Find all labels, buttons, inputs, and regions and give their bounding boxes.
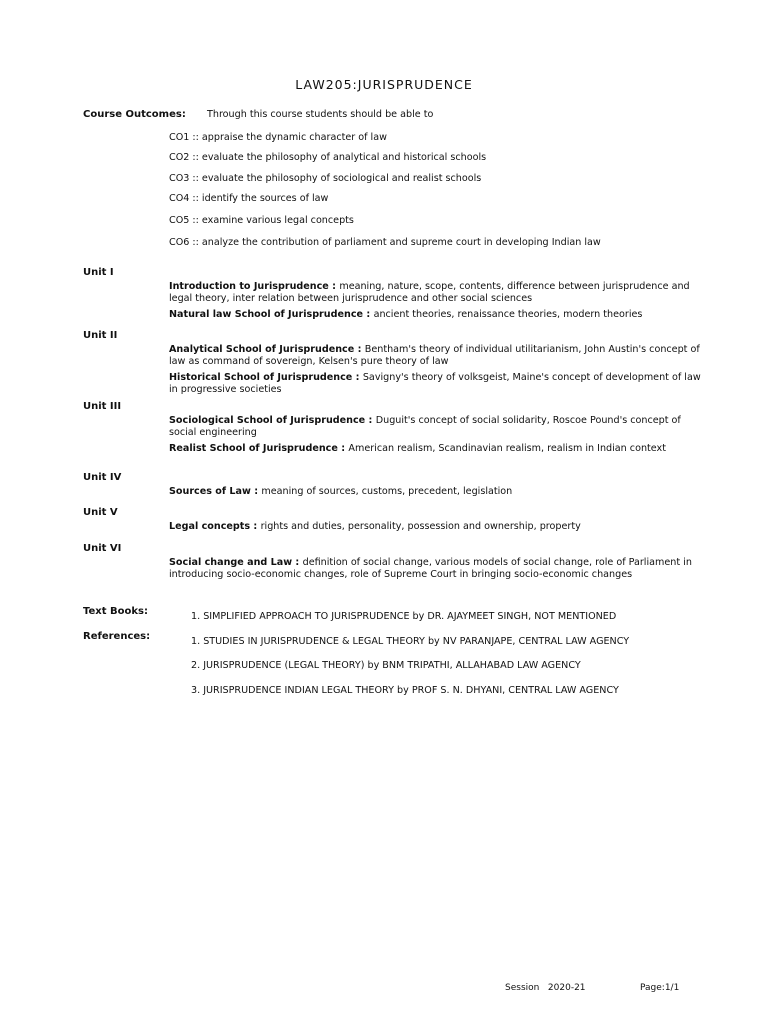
topic-body: definition of social change, various models of social change, role of Parliament in introducing socio-economic changes, role of Supreme Court in bringing socio-economic changes [169, 557, 692, 580]
course-outcome-item: CO3 :: evaluate the philosophy of sociological and realist schools [169, 173, 482, 184]
unit-topic [169, 281, 709, 305]
topic-separator: : [328, 281, 340, 292]
topic-body: ancient theories, renaissance theories, modern theories [373, 309, 643, 320]
course-outcome-item: CO2 :: evaluate the philosophy of analytical and historical schools [169, 152, 487, 163]
topic-separator: : [352, 372, 363, 383]
unit-label: Unit III [83, 401, 122, 412]
unit-label: Unit II [83, 330, 118, 341]
session-label: Session 2020-21 [505, 983, 586, 993]
topic-separator: : [250, 521, 261, 532]
reference-item: 1. STUDIES IN JURISPRUDENCE & LEGAL THEORY by NV PARANJAPE, CENTRAL LAW AGENCY [191, 636, 630, 647]
topic-separator: : [363, 309, 374, 320]
topic-heading: Realist School of Jurisprudence [169, 443, 338, 454]
references-label: References: [83, 631, 151, 642]
unit-label: Unit IV [83, 472, 122, 483]
course-outcome-item: CO1 :: appraise the dynamic character of law [169, 132, 387, 143]
course-outcome-item: CO5 :: examine various legal concepts [169, 215, 354, 226]
course-outcome-item: CO4 :: identify the sources of law [169, 193, 329, 204]
topic-body: Savigny's theory of volksgeist, Maine's concept of development of law in progressive societies [169, 372, 701, 395]
unit-label: Unit V [83, 507, 118, 518]
text-books-label: Text Books: [83, 606, 148, 617]
topic-separator: : [337, 443, 349, 454]
topic-heading: Analytical School of Jurisprudence [169, 344, 355, 355]
unit-topic [169, 443, 709, 455]
unit-label: Unit I [83, 267, 114, 278]
topic-heading: Introduction to Jurisprudence [169, 281, 329, 292]
topic-heading: Sociological School of Jurisprudence [169, 415, 366, 426]
topic-heading: Social change and Law [169, 557, 293, 568]
topic-body: Bentham's theory of individual utilitarianism, John Austin's concept of law as command of sovereign, Kelsen's pure theory of law [169, 344, 700, 367]
page-number: Page:1/1 [640, 983, 680, 993]
course-outcomes-label: Course Outcomes: [83, 109, 186, 120]
topic-separator: : [365, 415, 376, 426]
unit-topic [169, 415, 709, 439]
text-book-item: 1. SIMPLIFIED APPROACH TO JURISPRUDENCE by DR. AJAYMEET SINGH, NOT MENTIONED [191, 611, 617, 622]
unit-topic [169, 344, 709, 368]
topic-body: meaning of sources, customs, precedent, legislation [261, 486, 513, 497]
topic-heading: Historical School of Jurisprudence [169, 372, 353, 383]
topic-body: Duguit's concept of social solidarity, Roscoe Pound's concept of social engineering [169, 415, 681, 438]
course-outcome-item: CO6 :: analyze the contribution of parliament and supreme court in developing Indian law [169, 237, 601, 248]
unit-topic [169, 486, 709, 498]
unit-topic [169, 521, 709, 533]
reference-item: 2. JURISPRUDENCE (LEGAL THEORY) by BNM TRIPATHI, ALLAHABAD LAW AGENCY [191, 660, 581, 671]
course-outcomes-intro: Through this course students should be able to [207, 109, 434, 120]
topic-separator: : [292, 557, 303, 568]
topic-separator: : [354, 344, 365, 355]
page-title: LAW205:JURISPRUDENCE [295, 77, 473, 92]
topic-separator: : [250, 486, 262, 497]
topic-body: American realism, Scandinavian realism, realism in Indian context [348, 443, 666, 454]
reference-item: 3. JURISPRUDENCE INDIAN LEGAL THEORY by PROF S. N. DHYANI, CENTRAL LAW AGENCY [191, 685, 619, 696]
topic-heading: Legal concepts [169, 521, 251, 532]
unit-topic [169, 557, 709, 581]
topic-heading: Sources of Law [169, 486, 251, 497]
unit-label: Unit VI [83, 543, 122, 554]
topic-body: meaning, nature, scope, contents, difference between jurisprudence and legal theory, inter relation between jurisprudence and other social sciences [169, 281, 690, 304]
unit-topic [169, 309, 709, 321]
topic-body: rights and duties, personality, possession and ownership, property [260, 521, 581, 532]
unit-topic [169, 372, 709, 396]
topic-heading: Natural law School of Jurisprudence [169, 309, 364, 320]
